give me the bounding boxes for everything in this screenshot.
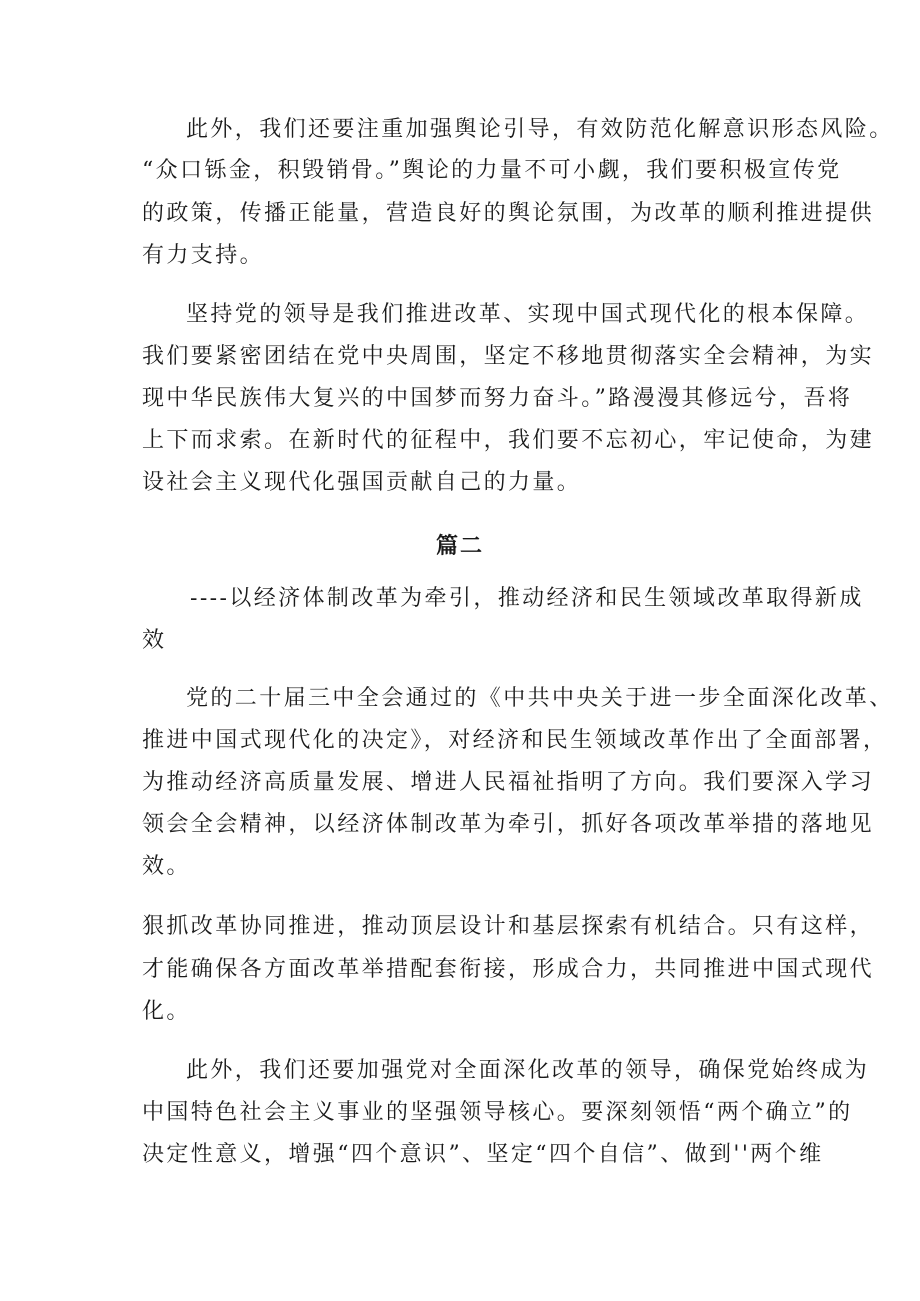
paragraph-1-line-3: 的政策，传播正能量，营造良好的舆论氛围，为改革的顺利推进提供 — [142, 201, 875, 226]
paragraph-2-line-3: 现中华民族伟大复兴的中国梦而努力奋斗。”路漫漫其修远兮，吾将 — [142, 386, 853, 411]
paragraph-5-line-3: 决定性意义，增强“四个意识”、坚定“四个自信”、做到''两个维 — [142, 1142, 824, 1167]
paragraph-1-line-1: 此外，我们还要注重加强舆论引导，有效防范化解意识形态风险。 — [186, 117, 894, 142]
paragraph-2-line-1: 坚持党的领导是我们推进改革、实现中国式现代化的根本保障。 — [186, 302, 870, 327]
paragraph-4-line-3: 化。 — [142, 999, 191, 1024]
paragraph-2-line-2: 我们要紧密团结在党中央周围，坚定不移地贯彻落实全会精神，为实 — [142, 344, 875, 369]
paragraph-5-line-2: 中国特色社会主义事业的坚强领导核心。要深刻领悟“两个确立”的 — [142, 1100, 853, 1125]
paragraph-4-line-2: 才能确保各方面改革举措配套衔接，形成合力，共同推进中国式现代 — [142, 957, 875, 982]
paragraph-3-line-5: 效。 — [142, 854, 191, 879]
paragraph-3-line-2: 推进中国式现代化的决定》，对经济和民生领域改革作出了全面部署， — [142, 728, 888, 753]
paragraph-1-line-4: 有力支持。 — [142, 243, 265, 268]
paragraph-3-line-1: 党的二十届三中全会通过的《中共中央关于进一步全面深化改革、 — [186, 686, 894, 711]
paragraph-2-line-5: 设社会主义现代化强国贡献自己的力量。 — [142, 470, 582, 495]
paragraph-3-line-4: 领会全会精神，以经济体制改革为牵引，抓好各项改革举措的落地见 — [142, 812, 875, 837]
subtitle-line-1: ----以经济体制改革为牵引，推动经济和民生领域改革取得新成 — [190, 586, 864, 611]
paragraph-4-line-1: 狠抓改革协同推进，推动顶层设计和基层探索有机结合。只有这样， — [142, 914, 875, 939]
paragraph-2-line-4: 上下而求索。在新时代的征程中，我们要不忘初心，牢记使命，为建 — [142, 428, 875, 453]
subtitle-line-2: 效 — [142, 628, 167, 653]
section-title: 篇二 — [435, 534, 484, 559]
paragraph-1-line-2: “众口铄金，积毁销骨。”舆论的力量不可小觑，我们要积极宣传党 — [142, 158, 842, 183]
paragraph-5-line-1: 此外，我们还要加强党对全面深化改革的领导，确保党始终成为 — [186, 1058, 870, 1083]
paragraph-3-line-3: 为推动经济高质量发展、增进人民福祉指明了方向。我们要深入学习 — [142, 770, 875, 795]
